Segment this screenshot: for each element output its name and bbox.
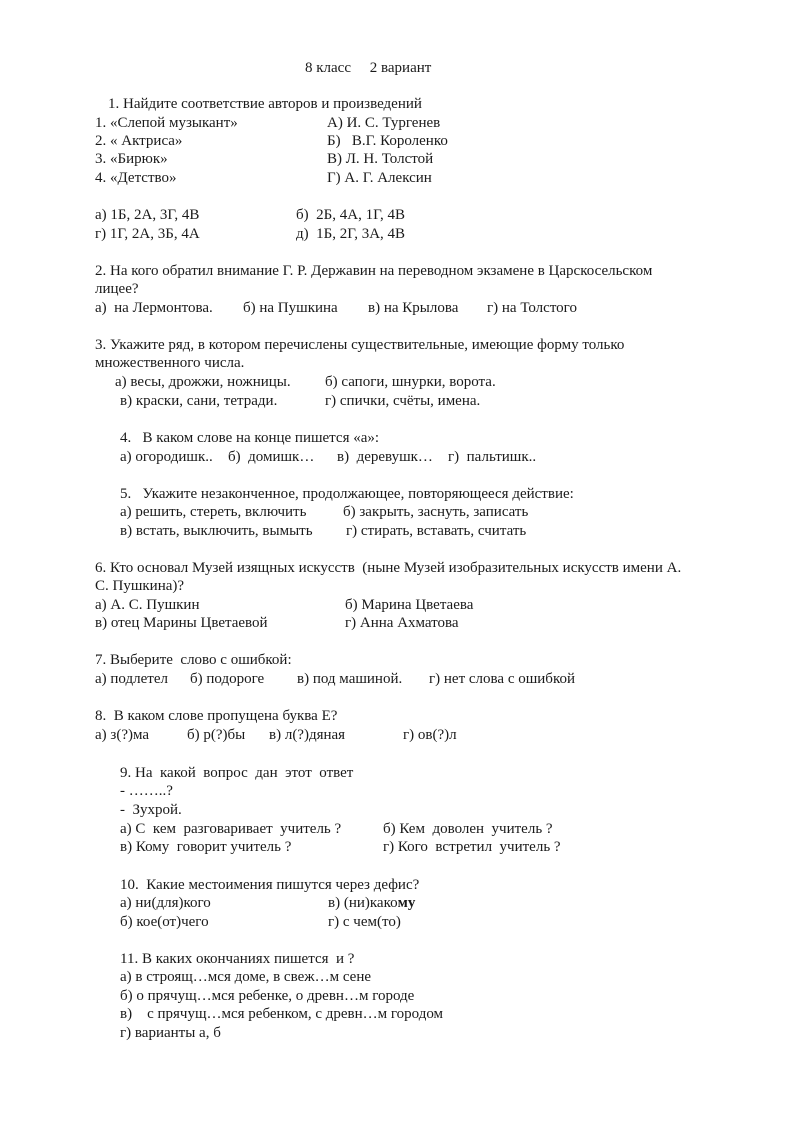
q11-option-a: а) в строящ…мся доме, в свеж…м сене xyxy=(120,969,372,985)
q1-option-a: а) 1Б, 2А, 3Г, 4В xyxy=(95,207,200,223)
question-2-line-2: лицее? xyxy=(95,281,139,297)
q11-option-b: б) о прячущ…мся ребенке, о древн…м городе xyxy=(120,988,415,1004)
q9-dialog-line-2: - Зухрой. xyxy=(120,802,182,818)
q10-option-g: г) с чем(то) xyxy=(328,914,401,930)
q1-author-a: А) И. С. Тургенев xyxy=(327,115,441,131)
question-4-title: 4. В каком слове на конце пишется «а»: xyxy=(120,430,380,446)
q7-option-g: г) нет слова с ошибкой xyxy=(429,671,575,687)
page-header: 8 класс 2 вариант xyxy=(305,60,432,76)
q2-option-v: в) на Крылова xyxy=(368,300,459,316)
question-9-title: 9. На какой вопрос дан этот ответ xyxy=(120,765,354,781)
q1-author-v: В) Л. Н. Толстой xyxy=(327,151,434,167)
q6-option-g: г) Анна Ахматова xyxy=(345,615,459,631)
q7-option-b: б) подороге xyxy=(190,671,265,687)
question-3-line-2: множественного числа. xyxy=(95,355,245,371)
q4-option-a: а) огородишк.. xyxy=(120,449,213,465)
q6-option-b: б) Марина Цветаева xyxy=(345,597,474,613)
question-7-title: 7. Выберите слово с ошибкой: xyxy=(95,652,292,668)
question-6-line-2: С. Пушкина)? xyxy=(95,578,185,594)
q10-option-v-text: в) (ни)како xyxy=(328,895,398,911)
q1-work-4: 4. «Детство» xyxy=(95,170,177,186)
q2-option-a: а) на Лермонтова. xyxy=(95,300,213,316)
q3-option-a: а) весы, дрожжи, ножницы. xyxy=(115,374,291,390)
q4-option-g: г) пальтишк.. xyxy=(448,449,537,465)
q9-option-g: г) Кого встретил учитель ? xyxy=(383,839,561,855)
q1-work-2: 2. « Актриса» xyxy=(95,133,183,149)
q3-option-v: в) краски, сани, тетради. xyxy=(120,393,278,409)
q3-option-g: г) спички, счёты, имена. xyxy=(325,393,481,409)
q2-option-b: б) на Пушкина xyxy=(243,300,338,316)
question-2-line-1: 2. На кого обратил внимание Г. Р. Державин на переводном экзамене в Царскосельском xyxy=(95,263,653,279)
q5-option-a: а) решить, стереть, включить xyxy=(120,504,307,520)
q1-option-g: г) 1Г, 2А, 3Б, 4А xyxy=(95,226,200,242)
q8-option-g: г) ов(?)л xyxy=(403,727,457,743)
q7-option-a: а) подлетел xyxy=(95,671,168,687)
q4-option-b: б) домишк… xyxy=(228,449,315,465)
q3-option-b: б) сапоги, шнурки, ворота. xyxy=(325,374,496,390)
question-8-title: 8. В каком слове пропущена буква Е? xyxy=(95,708,338,724)
q6-option-v: в) отец Марины Цветаевой xyxy=(95,615,268,631)
q9-option-v: в) Кому говорит учитель ? xyxy=(120,839,292,855)
question-3-line-1: 3. Укажите ряд, в котором перечислены существительные, имеющие форму только xyxy=(95,337,625,353)
question-6-line-1: 6. Кто основал Музей изящных искусств (ныне Музей изобразительных искусств имени А. xyxy=(95,560,682,576)
q5-option-g: г) стирать, вставать, считать xyxy=(346,523,527,539)
q1-work-3: 3. «Бирюк» xyxy=(95,151,168,167)
q9-option-b: б) Кем доволен учитель ? xyxy=(383,821,553,837)
q4-option-v: в) деревушк… xyxy=(337,449,433,465)
q7-option-v: в) под машиной. xyxy=(297,671,403,687)
q6-option-a: а) А. С. Пушкин xyxy=(95,597,200,613)
q2-option-g: г) на Толстого xyxy=(487,300,577,316)
q10-option-a: а) ни(для)кого xyxy=(120,895,211,911)
q8-option-v: в) л(?)дяная xyxy=(269,727,346,743)
q1-author-b: Б) В.Г. Короленко xyxy=(327,133,448,149)
question-1-title: 1. Найдите соответствие авторов и произведений xyxy=(108,96,422,112)
q11-option-g: г) варианты а, б xyxy=(120,1025,221,1041)
q10-option-v-bold-ending: му xyxy=(397,895,416,911)
q5-option-b: б) закрыть, заснуть, записать xyxy=(343,504,529,520)
q11-option-v: в) с прячущ…мся ребенком, с древн…м городом xyxy=(120,1006,444,1022)
q8-option-b: б) р(?)бы xyxy=(187,727,246,743)
q1-option-b: б) 2Б, 4А, 1Г, 4В xyxy=(296,207,406,223)
q5-option-v: в) встать, выключить, вымыть xyxy=(120,523,313,539)
question-10-title: 10. Какие местоимения пишутся через дефис? xyxy=(120,877,420,893)
q10-option-v xyxy=(328,894,415,912)
q8-option-a: а) з(?)ма xyxy=(95,727,150,743)
q10-option-b: б) кое(от)чего xyxy=(120,914,209,930)
q1-option-d: д) 1Б, 2Г, 3А, 4В xyxy=(296,226,406,242)
q1-work-1: 1. «Слепой музыкант» xyxy=(95,115,238,131)
question-5-title: 5. Укажите незаконченное, продолжающее, повторяющееся действие: xyxy=(120,486,574,502)
q9-option-a: а) С кем разговаривает учитель ? xyxy=(120,821,342,837)
q1-author-g: Г) А. Г. Алексин xyxy=(327,170,432,186)
question-11-title: 11. В каких окончаниях пишется и ? xyxy=(120,951,355,967)
q9-dialog-line-1: - ……..? xyxy=(120,783,173,799)
